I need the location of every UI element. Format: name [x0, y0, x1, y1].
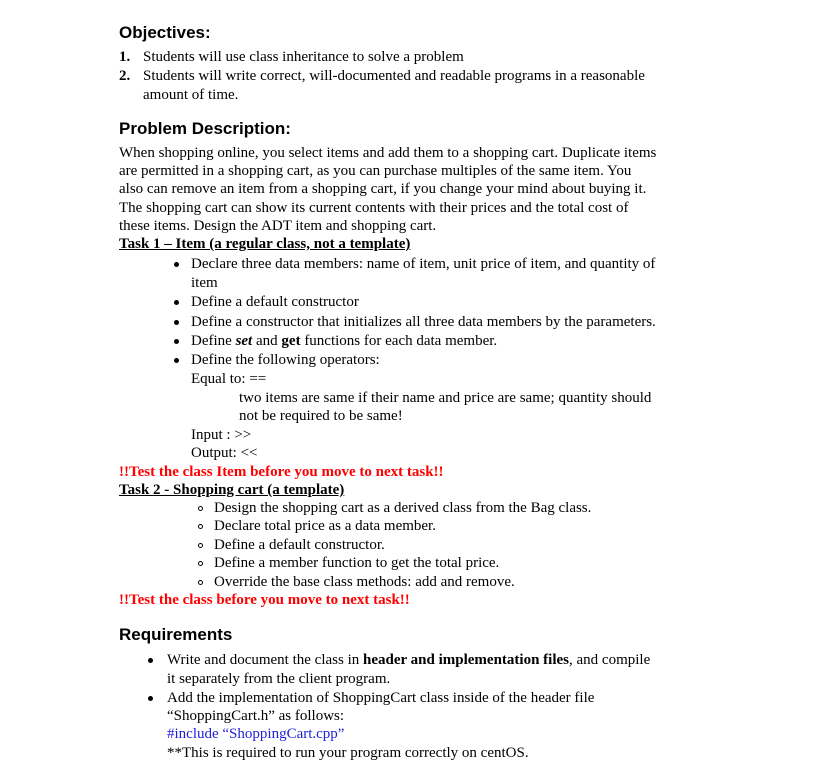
task1-bullet-1: Declare three data members: name of item, unit price of item, and quantity of: [191, 256, 656, 272]
task2-item: Declare total price as a data member.: [214, 518, 436, 534]
task1-bullet-3: Define a constructor that initializes all three data members by the parameters.: [191, 314, 656, 330]
circle-bullet-icon: [198, 506, 203, 511]
task1-bullet-2: Define a default constructor: [191, 294, 359, 310]
bullet-4-post: functions for each data member.: [300, 333, 498, 349]
equal-operator-desc: two items are same if their name and price are same; quantity should: [239, 390, 652, 406]
objective-2-text-cont: amount of time.: [143, 87, 239, 103]
equal-operator-label: Equal to: ==: [191, 371, 267, 387]
output-operator-label: Output: <<: [191, 445, 258, 461]
task2-title: Task 2 - Shopping cart (a template): [119, 482, 345, 498]
problem-heading: Problem Description:: [119, 119, 291, 138]
bullet-icon: [174, 358, 179, 363]
objective-number: 1.: [119, 49, 131, 65]
task1-bullet-4: [191, 332, 497, 350]
requirement-1-pre: Write and document the class in: [167, 652, 364, 668]
bullet-icon: [174, 262, 179, 267]
requirement-1: [167, 651, 650, 669]
task2-item: Design the shopping cart as a derived class from the Bag class.: [214, 500, 592, 516]
bullet-icon: [174, 320, 179, 325]
set-keyword: set: [235, 333, 253, 349]
objective-1-text: Students will use class inheritance to solve a problem: [143, 49, 464, 65]
equal-operator-desc-cont: not be required to be same!: [239, 408, 403, 424]
problem-paragraph-line: also can remove an item from a shopping cart, if you change your mind about buying it.: [119, 181, 647, 197]
objectives-heading: Objectives:: [119, 23, 211, 42]
bullet-4-pre: Define: [191, 333, 236, 349]
circle-bullet-icon: [198, 543, 203, 548]
objective-2-text: Students will write correct, will-documented and readable programs in a reasonable: [143, 68, 645, 84]
task1-bullet-1-cont: item: [191, 275, 218, 291]
problem-paragraph-line: are permitted in a shopping cart, as you can purchase multiples of the same item. You: [119, 163, 632, 179]
circle-bullet-icon: [198, 561, 203, 566]
task2-item: Define a member function to get the total price.: [214, 555, 500, 571]
bullet-4-mid: and: [252, 333, 282, 349]
circle-bullet-icon: [198, 524, 203, 529]
requirement-1-bold: header and implementation files: [363, 652, 569, 668]
centos-note: **This is required to run your program correctly on centOS.: [167, 745, 529, 761]
task1-test-note: !!Test the class Item before you move to next task!!: [119, 464, 444, 480]
requirement-1-post: , and compile: [569, 652, 651, 668]
problem-paragraph-line: The shopping cart can show its current contents with their prices and the total cost of: [119, 200, 629, 216]
requirement-1-cont: it separately from the client program.: [167, 671, 391, 687]
task1-title: Task 1 – Item (a regular class, not a template): [119, 236, 411, 252]
requirement-2-cont: “ShoppingCart.h” as follows:: [167, 708, 345, 724]
problem-paragraph-line: these items. Design the ADT item and shopping cart.: [119, 218, 437, 234]
get-keyword: get: [281, 333, 301, 349]
bullet-icon: [148, 658, 153, 663]
task1-bullet-5: Define the following operators:: [191, 352, 380, 368]
task2-test-note: !!Test the class before you move to next task!!: [119, 592, 410, 608]
task2-item: Define a default constructor.: [214, 537, 385, 553]
input-operator-label: Input : >>: [191, 427, 252, 443]
include-code: #include “ShoppingCart.cpp”: [167, 726, 345, 742]
problem-paragraph-line: When shopping online, you select items and add them to a shopping cart. Duplicate items: [119, 145, 657, 161]
requirement-2: Add the implementation of ShoppingCart class inside of the header file: [167, 690, 595, 706]
bullet-icon: [148, 696, 153, 701]
objective-number: 2.: [119, 68, 131, 84]
bullet-icon: [174, 300, 179, 305]
circle-bullet-icon: [198, 580, 203, 585]
requirements-heading: Requirements: [119, 625, 233, 644]
task2-item: Override the base class methods: add and remove.: [214, 574, 515, 590]
bullet-icon: [174, 339, 179, 344]
